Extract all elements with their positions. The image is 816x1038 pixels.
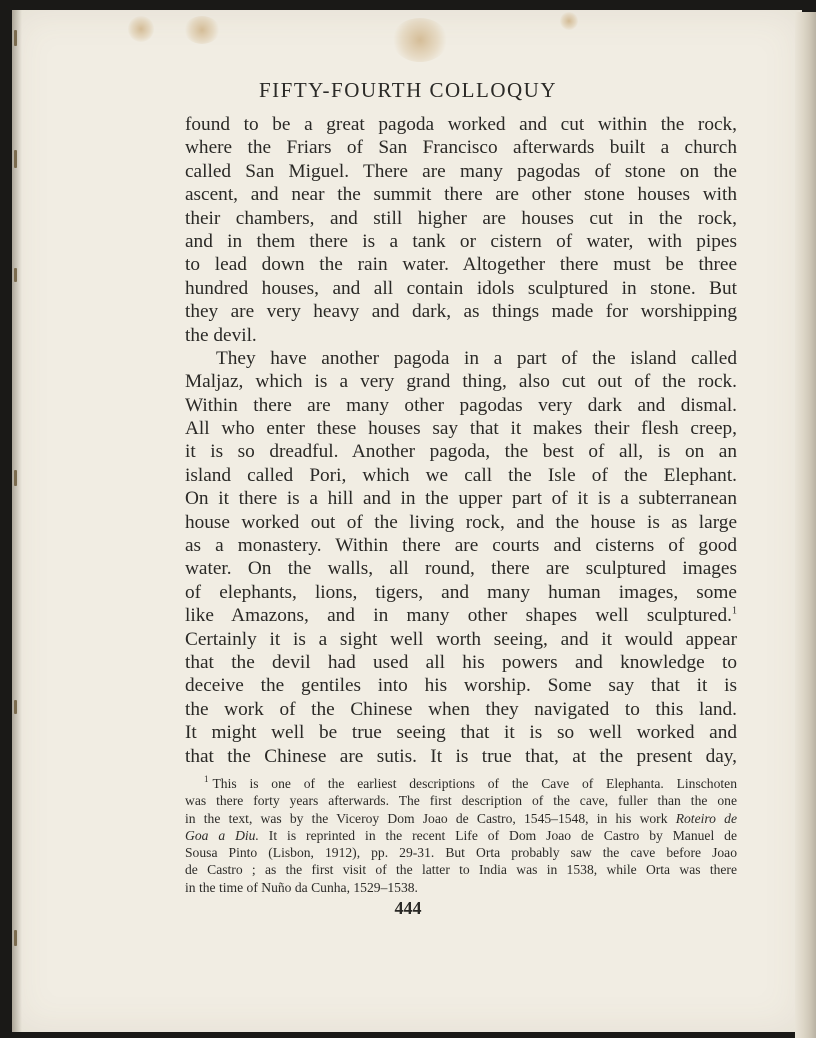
text-line: Certainly it is a sight well worth seeing, and it would appear — [185, 628, 737, 650]
book-title: Roteiro de — [675, 810, 737, 826]
book-title: Goa a Diu. — [185, 827, 259, 843]
foxing-stain — [184, 16, 220, 44]
text-line: water. On the walls, all round, there are sculptured images — [185, 558, 737, 580]
text-line: found to be a great pagoda worked and cut within the rock, — [185, 114, 737, 135]
binding-thread-mark — [14, 30, 17, 46]
text-line: island called Pori, which we call the Isle of the Elephant. — [185, 464, 737, 486]
footnote-reference: 1 — [732, 605, 737, 617]
foxing-stain — [128, 16, 154, 42]
text-line: the work of the Chinese when they navigated to this land. — [185, 698, 737, 720]
text-line: All who enter these houses say that it makes their flesh creep, — [185, 418, 737, 440]
footnote-text: This is one of the earliest descriptions of the Cave of Elephanta. Linschoten — [212, 776, 737, 791]
footnote-text: in the text, was by the Viceroy Dom Joao de Castro, 1545–1548, in his work — [185, 810, 676, 826]
footnote-line — [185, 827, 737, 844]
foxing-stain — [560, 12, 578, 30]
text-line: Within there are many other pagodas very dark and dismal. — [185, 394, 737, 416]
footnote-line: de Castro ; as the first visit of the latter to India was in 1538, while Orta was there — [185, 862, 737, 878]
text-line: that the devil had used all his powers and knowledge to — [185, 651, 737, 673]
binding-thread-mark — [14, 150, 17, 168]
text-line-content: like Amazons, and in many other shapes well sculptured. — [185, 605, 732, 627]
text-line: On it there is a hill and in the upper part of it is a subterranean — [185, 488, 737, 510]
foxing-stain — [392, 18, 448, 62]
page-number: 444 — [394, 898, 422, 918]
footnote-number: 1 — [204, 774, 209, 785]
text-line: and in them there is a tank or cistern of water, with pipes — [185, 230, 737, 252]
footnote-line: Sousa Pinto (Lisbon, 1912), pp. 29-31. But Orta probably saw the cave before Joao — [185, 845, 737, 861]
binding-thread-mark — [14, 700, 17, 714]
text-line — [185, 604, 737, 627]
text-line: where the Friars of San Francisco afterwards built a church — [185, 137, 737, 159]
text-line: it is so dreadful. Another pagoda, the best of all, is on an — [185, 441, 737, 463]
footnote — [185, 775, 737, 896]
text-line: They have another pagoda in a part of the island called — [216, 347, 737, 369]
footnote-line: was there forty years afterwards. The first description of the cave, fuller than the one — [185, 793, 737, 809]
binding-thread-mark — [14, 268, 17, 282]
binding-thread-mark — [14, 470, 17, 486]
text-line: their chambers, and still higher are houses cut in the rock, — [185, 207, 737, 229]
binding-thread-mark — [14, 930, 17, 946]
footnote-text: It is reprinted in the recent Life of Dom Joao de Castro by Manuel de — [258, 827, 738, 843]
text-line: of elephants, lions, tigers, and many human images, some — [185, 581, 737, 603]
text-line: Maljaz, which is a very grand thing, also cut out of the rock. — [185, 371, 737, 393]
text-line: called San Miguel. There are many pagodas of stone on the — [185, 160, 737, 182]
text-line: ascent, and near the summit there are other stone houses with — [185, 184, 737, 206]
footnote-line — [185, 775, 737, 792]
text-line: It might well be true seeing that it is so well worked and — [185, 722, 737, 744]
running-head: FIFTY-FOURTH COLLOQUY — [259, 78, 557, 102]
paragraph-2 — [185, 347, 737, 768]
text-line: the devil. — [185, 324, 257, 346]
text-line: hundred houses, and all contain idols sculptured in stone. But — [185, 277, 737, 299]
text-line: to lead down the rain water. Altogether there must be three — [185, 254, 737, 276]
text-line: as a monastery. Within there are courts and cisterns of good — [185, 535, 737, 557]
page-edge — [795, 12, 816, 1038]
text-line: house worked out of the living rock, and the house is as large — [185, 511, 737, 533]
body-text — [185, 113, 737, 768]
text-line: that the Chinese are sutis. It is true that, at the present day, — [185, 745, 737, 767]
text-line: they are very heavy and dark, as things made for worshipping — [185, 301, 737, 323]
footnote-line: in the time of Nuño da Cunha, 1529–1538. — [185, 879, 418, 895]
footnote-line — [185, 810, 737, 827]
paragraph-1 — [185, 113, 737, 347]
text-line: deceive the gentiles into his worship. Some say that it is — [185, 675, 737, 697]
